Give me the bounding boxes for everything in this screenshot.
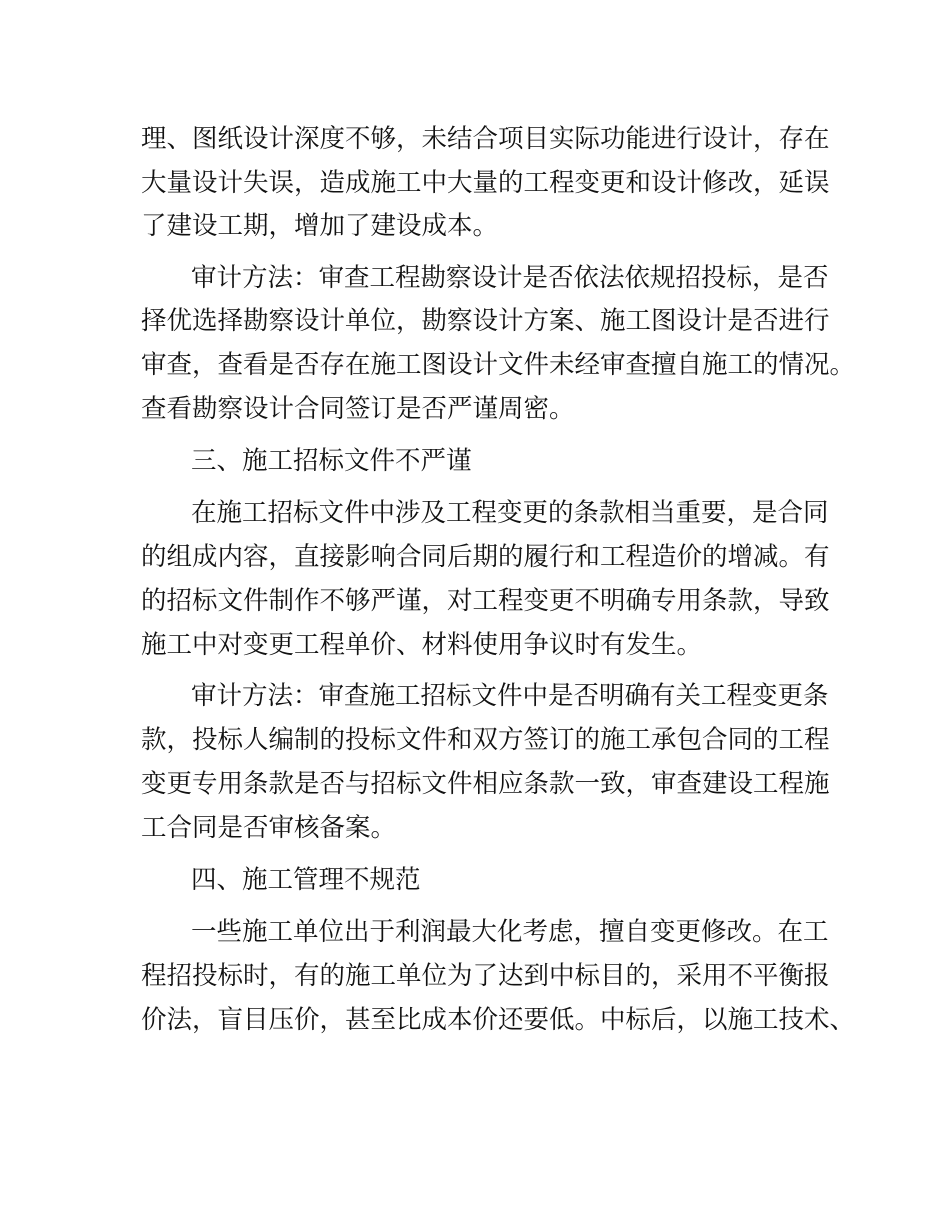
paragraph-4-line-2: 款，投标人编制的投标文件和双方签订的施工承包合同的工程 [141, 725, 830, 755]
paragraph-3-line-4: 施工中对变更工程单价、材料使用争议时有发生。 [141, 630, 703, 660]
paragraph-5-line-1: 一些施工单位出于利润最大化考虑，擅自变更修改。在工 [191, 917, 829, 947]
paragraph-3-line-1: 在施工招标文件中涉及工程变更的条款相当重要，是合同 [191, 498, 829, 528]
paragraph-1-line-3: 了建设工期，增加了建设成本。 [141, 211, 499, 241]
paragraph-2-line-2: 择优选择勘察设计单位，勘察设计方案、施工图设计是否进行 [141, 306, 830, 336]
paragraph-2-line-1: 审计方法：审查工程勘察设计是否依法依规招投标，是否 [191, 263, 829, 293]
paragraph-1-line-1: 理、图纸设计深度不够，未结合项目实际功能进行设计，存在 [141, 124, 830, 154]
paragraph-4-line-1: 审计方法：审查施工招标文件中是否明确有关工程变更条 [191, 681, 829, 711]
paragraph-4-line-4: 工合同是否审核备案。 [141, 813, 397, 843]
paragraph-2-line-3: 审查，查看是否存在施工图设计文件未经审查擅自施工的情况。 [141, 350, 856, 380]
paragraph-1-line-2: 大量设计失误，造成施工中大量的工程变更和设计修改，延误 [141, 168, 830, 198]
paragraph-3-line-3: 的招标文件制作不够严谨，对工程变更不明确专用条款，导致 [141, 586, 830, 616]
section-heading-4: 四、施工管理不规范 [191, 865, 421, 895]
paragraph-2-line-4: 查看勘察设计合同签订是否严谨周密。 [141, 394, 575, 424]
paragraph-5-line-3: 价法，盲目压价，甚至比成本价还要低。中标后，以施工技术、 [141, 1005, 856, 1035]
paragraph-3-line-2: 的组成内容，直接影响合同后期的履行和工程造价的增减。有 [141, 542, 830, 572]
paragraph-4-line-3: 变更专用条款是否与招标文件相应条款一致，审查建设工程施 [141, 769, 830, 799]
paragraph-5-line-2: 程招投标时，有的施工单位为了达到中标目的，采用不平衡报 [141, 961, 830, 991]
section-heading-3: 三、施工招标文件不严谨 [191, 446, 472, 476]
